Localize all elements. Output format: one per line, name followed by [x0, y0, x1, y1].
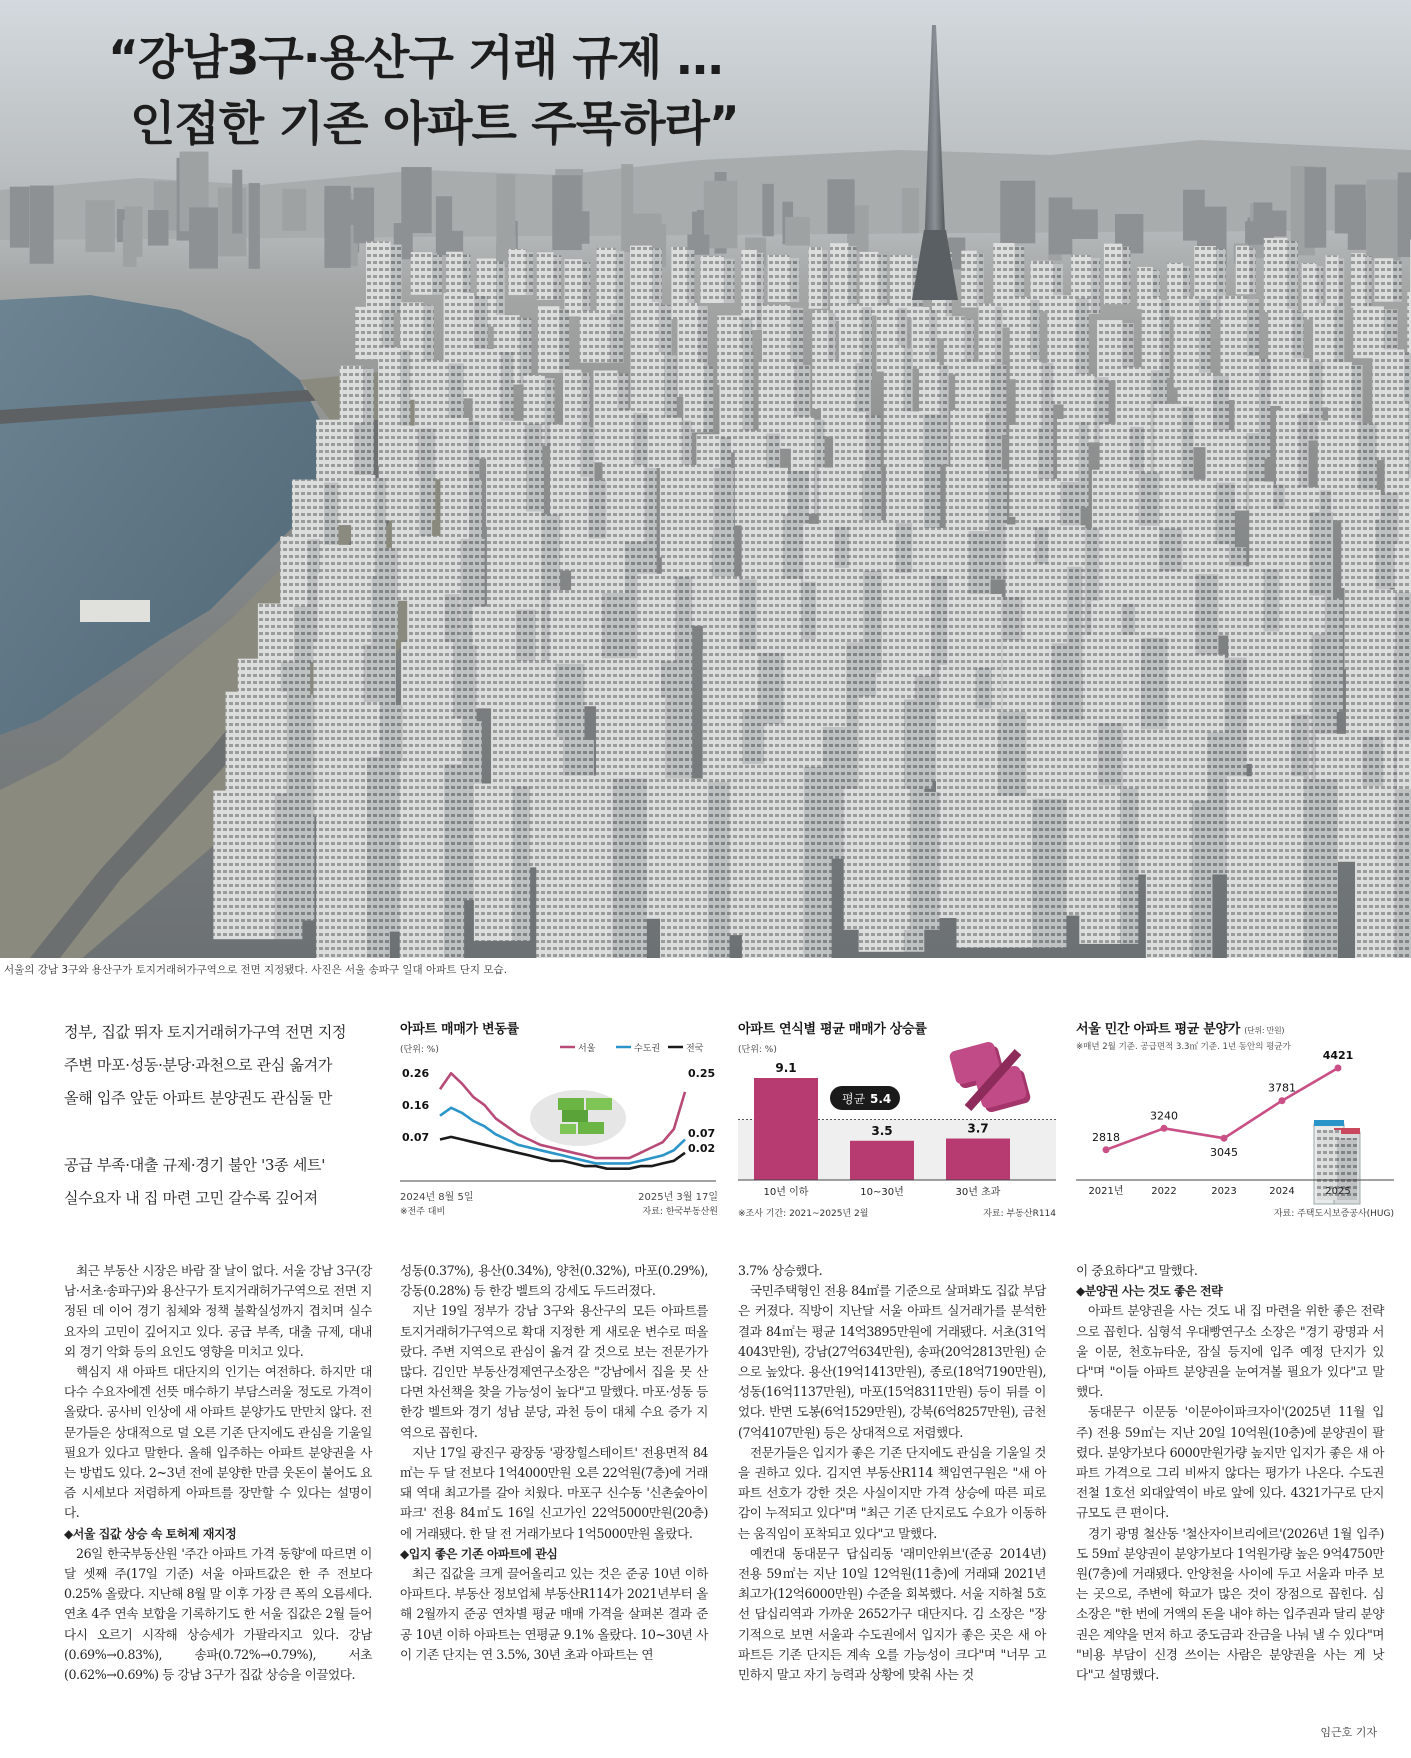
apartment-block — [400, 761, 444, 958]
apartment-block — [1355, 786, 1395, 958]
apartment-block-side — [988, 469, 1007, 579]
average-marker — [830, 1086, 900, 1110]
apartment-block — [411, 252, 433, 295]
apartment-block — [844, 789, 910, 930]
chart-note: ※조사 기간: 2021~2025년 2월 — [738, 1209, 869, 1219]
apartment-block — [809, 247, 822, 308]
apartment-block-side — [582, 262, 590, 316]
year-label: 2024 — [1269, 1186, 1295, 1197]
legend-label-nation: 전국 — [686, 1044, 704, 1054]
apartment-block — [564, 259, 582, 316]
apartment-block — [1264, 238, 1288, 312]
apartment-block-side — [910, 792, 940, 930]
bar-10~30년 — [850, 1141, 914, 1180]
apartment-block — [536, 776, 612, 958]
distant-building — [785, 217, 810, 246]
distant-building — [1305, 167, 1327, 247]
chart-source: 자료: 주택도시보증공사(HUG) — [1273, 1209, 1394, 1219]
article-column-3 — [738, 1261, 1046, 1685]
apartment-block-side — [463, 255, 471, 297]
legend-label-seoul: 서울 — [578, 1044, 596, 1054]
distant-building — [10, 187, 29, 248]
yearly-rise-plot — [738, 1016, 1056, 1232]
paragraph: 26일 한국부동산원 '주간 아파트 가격 동향'에 따르면 이달 셋째 주(17일 기준) 서울 아파트값은 한 주 전보다 0.25% 올랐다. 지난해 8월 말 이후 가장 큰 폭의 오름세다. 연초 4주 연속 보합을 기록하기도 한 서울 집값은 2월 들어 다시 오르기 시작해 상승세가 가팔라지고 있다. 강남(0.69%→0.83%), 송파(0.72%→0.79%), 서초(0.62%→0.69%) 등 강남 3구가 집값 상승을 이끌었다. — [64, 1545, 372, 1683]
end-value-nation: 0.02 — [688, 1142, 716, 1155]
article-column-2 — [400, 1261, 708, 1665]
chart-source: 자료: 한국부동산원 — [642, 1207, 718, 1217]
headline-line-1: “강남3구·용산구 거래 규제 … — [108, 31, 723, 86]
apartment-block — [1351, 253, 1365, 307]
apartment-block-side — [432, 255, 442, 295]
apartment-block-side — [1395, 789, 1411, 958]
apartment-block — [1079, 785, 1120, 943]
apartment-block-side — [822, 250, 828, 308]
apartment-block-side — [724, 259, 735, 303]
apartment-block-side — [275, 794, 303, 940]
apartment-block-side — [995, 306, 1002, 364]
apartment-block — [537, 252, 554, 300]
start-value-seoul: 0.26 — [402, 1067, 430, 1080]
start-value-nation: 0.07 — [402, 1131, 430, 1144]
price-point — [1161, 1125, 1168, 1132]
apartment-block — [700, 256, 724, 303]
apartment-block — [1142, 297, 1161, 378]
bar-value-label: 3.5 — [871, 1123, 893, 1138]
bar-value-label: 3.7 — [967, 1121, 989, 1136]
paragraph: 성동(0.37%), 용산(0.34%), 양천(0.32%), 마포(0.29%), 강동(0.28%) 등 한강 벨트의 강세도 두드러졌다. — [400, 1263, 708, 1299]
distant-building — [621, 164, 633, 252]
category-label: 10년 이하 — [763, 1187, 809, 1198]
chart-note: ※전주 대비 — [400, 1207, 446, 1217]
price-value-label: 3240 — [1150, 1109, 1178, 1123]
paragraph: 최근 부동산 시장은 바람 잘 날이 없다. 서울 강남 3구(강남·서초·송파구)와 용산구가 토지거래허가구역으로 전면 지정된 데 이어 경기 침체와 정책 불확실성까지 겹치며 실수요자의 고민이 깊어지고 있다. 공급 부족, 대출 규제, 대내외 경기 악화 등의 요인도 영향을 미치고 있다. — [64, 1263, 372, 1359]
chart-unit: (단위: 만원) — [1244, 1026, 1285, 1035]
distant-building — [1335, 185, 1366, 234]
distant-building — [125, 207, 143, 257]
apartment-block-side — [652, 249, 662, 311]
paragraph: 이 중요하다"고 말했다. — [1076, 1263, 1198, 1278]
distant-building — [762, 184, 773, 236]
apartment-block — [508, 249, 525, 295]
article-column-4 — [1076, 1261, 1384, 1685]
chart-title: 아파트 매매가 변동률 — [400, 1022, 519, 1037]
chart-presale-price — [1076, 1016, 1394, 1232]
distant-building — [902, 188, 919, 233]
apartment-block-side — [1304, 779, 1338, 958]
apartment-block — [1326, 255, 1339, 308]
category-label: 10~30년 — [860, 1187, 904, 1198]
apartment-block-side — [1091, 258, 1100, 314]
apartment-block-side — [1032, 799, 1066, 948]
apartment-block-side — [1338, 258, 1344, 308]
apartment-block — [366, 242, 391, 313]
deck-line-5: 실수요자 내 집 마련 고민 갈수록 깊어져 — [64, 1189, 318, 1207]
byline: 임근호 기자 — [1320, 1726, 1377, 1739]
apartment-block-side — [1192, 801, 1213, 958]
chart-title-text: 서울 민간 아파트 평균 분양가 — [1076, 1022, 1240, 1037]
headline-line-2: 인접한 기존 아파트 주목하라” — [130, 97, 739, 152]
apartment-block-side — [1365, 256, 1371, 307]
apartment-block — [979, 303, 996, 364]
end-value-seoul: 0.25 — [688, 1067, 716, 1080]
paragraph: 최근 집값을 크게 끌어올리고 있는 것은 준공 10년 이하 아파트다. 부동산 정보업체 부동산R114가 2021년부터 올해 2월까지 준공 연차별 평균 매매 가격을 살펴본 결과 준공 10년 이하 아파트는 연평균 9.1% 올랐다. 10~30년 사이 기존 단지는 연 3.5%, 30년 초과 아파트는 연 — [400, 1566, 708, 1662]
apartment-block — [660, 779, 708, 958]
apartment-block-side — [559, 309, 569, 373]
distant-building — [1366, 180, 1400, 260]
bar-30년 초과 — [946, 1139, 1010, 1180]
apartment-block-side — [444, 764, 464, 958]
bar-value-label: 9.1 — [775, 1061, 797, 1075]
apartment-block-side — [613, 779, 647, 958]
chart-unit: (단위: %) — [400, 1045, 439, 1055]
distant-building — [354, 188, 374, 244]
deck-line-2: 주변 마포·성동·분당·과천으로 관심 옮겨가 — [64, 1056, 333, 1074]
apartment-block-side — [391, 245, 402, 313]
apartment-block-side — [513, 787, 530, 941]
apartment-block-side — [939, 365, 948, 465]
apartment-block — [630, 246, 652, 311]
deck-line-3: 올해 입주 앞둔 아파트 분양권도 관심둘 만 — [64, 1089, 333, 1107]
price-point — [1103, 1146, 1110, 1153]
distant-building — [249, 183, 260, 269]
apartment-block-side — [610, 314, 624, 363]
distant-building — [1000, 181, 1035, 244]
price-value-label: 4421 — [1322, 1049, 1354, 1062]
photo-caption: 서울의 강남 3구와 용산구가 토지거래허가구역으로 전면 지정됐다. 사진은 서울 송파구 일대 아파트 단지 모습. — [4, 964, 508, 976]
chart-note: ※매년 2월 기준. 공급면적 3.3㎡ 기준. 1년 동안의 평균가 — [1076, 1042, 1291, 1052]
chart-source: 자료: 부동산R114 — [983, 1209, 1056, 1219]
x-label-end: 2025년 3월 17일 — [638, 1192, 718, 1203]
apartment-block-side — [789, 258, 799, 302]
apartment-block — [961, 251, 976, 308]
price-value-label: 2818 — [1092, 1130, 1120, 1144]
section-subhead: ◆분양권 사는 것도 좋은 전략 — [1076, 1284, 1223, 1299]
bar-10년 이하 — [754, 1078, 818, 1180]
money-stack-icon — [530, 1090, 626, 1146]
distant-building — [324, 186, 350, 268]
distant-building — [232, 170, 242, 234]
chart-title: 아파트 연식별 평균 매매가 상승률 — [738, 1022, 927, 1037]
apartment-block — [741, 250, 756, 330]
distant-building — [30, 186, 54, 264]
apartment-block — [1374, 258, 1393, 301]
legend — [560, 1042, 704, 1054]
distant-building — [1049, 198, 1073, 255]
chart-unit: (단위: %) — [738, 1045, 777, 1055]
start-value-metro: 0.16 — [402, 1099, 430, 1112]
apartment-block — [538, 306, 559, 373]
price-point — [1221, 1135, 1228, 1142]
apartment-block — [355, 307, 381, 359]
apartment-block-side — [1161, 300, 1170, 378]
apartment-block-side — [525, 252, 533, 295]
average-value: 5.4 — [870, 1092, 892, 1106]
section-subhead: ◆서울 집값 상승 속 토허제 재지정 — [64, 1526, 237, 1541]
apartment-block-side — [708, 782, 730, 958]
paragraph: 핵심지 새 아파트 대단지의 인기는 여전하다. 하지만 대다수 수요자에겐 선뜻 매수하기 부담스러울 정도로 가격이 올랐다. 공사비 인상에 새 아파트 분양가도 만만치 않다. 전문가들은 상대적으로 덜 오른 기존 단지에도 관심을 기울일 필요가 있다고 말한다. 올해 입주하는 아파트 분양권을 사는 방법도 있다. 2~3년 전에 분양한 만큼 웃돈이 붙어도 요즘 시세보다 저렴하게 아파트를 장만할 수 있다는 설명이다. — [64, 1364, 372, 1521]
apartment-blocks — [213, 238, 1411, 958]
legend-label-metro: 수도권 — [634, 1044, 661, 1054]
apartment-block-side — [977, 254, 984, 308]
apartment-block — [474, 784, 513, 941]
section-subhead: ◆입지 좋은 기존 아파트에 관심 — [400, 1546, 558, 1561]
distant-building — [148, 210, 169, 246]
apartment-block — [768, 255, 790, 302]
distant-building — [1253, 202, 1272, 239]
average-label: 평균 — [842, 1092, 866, 1106]
year-label: 2021년 — [1088, 1186, 1124, 1197]
distant-building — [437, 231, 463, 255]
apartment-block-side — [520, 318, 532, 384]
apartment-block-side — [554, 255, 562, 300]
paragraph: 아파트 분양권을 사는 것도 내 집 마련을 위한 좋은 전략으로 꼽힌다. 심형석 우대빵연구소 소장은 "경기 광명과 서울 이문, 천호뉴타운, 잠실 등지에 입주 예정 단지가 있다"며 "이들 아파트 분양권을 눈여겨볼 필요가 있다"고 말했다. — [1076, 1303, 1384, 1400]
apartment-block-side — [704, 366, 713, 433]
category-label: 30년 초과 — [955, 1187, 1001, 1198]
x-label-start: 2024년 8월 5일 — [400, 1192, 474, 1203]
apartment-block-side — [1393, 261, 1401, 301]
year-label: 2022 — [1151, 1186, 1177, 1197]
distant-building — [726, 190, 737, 237]
distant-building — [1071, 209, 1098, 239]
price-point — [1279, 1097, 1286, 1104]
apartment-block — [956, 796, 1032, 948]
apartment-block-side — [804, 767, 832, 958]
paragraph: 동대문구 이문동 '이문아이파크자이'(2025년 11월 입주) 전용 59㎡는 지난 20일 10억원(10층)에 분양권이 팔렸다. 분양가보다 6000만원가량 높지만 입지가 좋은 새 아파트 가격으로 그리 비싸지 않다는 평가가 나온다. 수도권 전철 1호선 외대앞역이 바로 앞에 있다. 4321가구로 단지 규모도 큰 편이다. — [1076, 1404, 1384, 1521]
percent-sign-icon — [948, 1041, 1031, 1114]
sub-headline-deck — [64, 1016, 364, 1241]
apartment-block-side — [367, 757, 390, 958]
year-label: 2023 — [1211, 1186, 1237, 1197]
apartment-block — [316, 754, 367, 958]
apartment-block — [1236, 246, 1250, 295]
apartment-block-side — [1250, 249, 1256, 295]
apartment-block — [580, 311, 610, 363]
apartment-block — [446, 252, 463, 297]
distant-building — [85, 200, 114, 252]
distant-building — [827, 179, 854, 233]
chart-yearly-rise — [738, 1016, 1056, 1232]
apartment-block-side — [929, 310, 937, 369]
paragraph: 예컨대 동대문구 답십리동 '래미안위브'(준공 2014년) 전용 59㎡는 지난 10일 12억원(11층)에 거래돼 2021년 최고가(12억6000만원) 수준을 회복했다. 서울 지하철 5호선 답십리역과 가까운 2652가구 대단지다. 김 소장은 "장기적으로 보면 서울과 수도권에서 입지가 좋은 곳은 새 아파트든 기존 단지든 계속 오를 가능성이 크다"며 "너무 고민하지 말고 자기 능력과 상황에 맞춰 사는 것 — [738, 1545, 1046, 1683]
paragraph: 지난 17일 광진구 광장동 '광장힐스테이트' 전용면적 84㎡는 두 달 전보다 1억4000만원 오른 22억원(7층)에 거래돼 역대 최고가를 갈아 치웠다. 마포구 신수동 '신촌숲아이파크' 전용 84㎡도 16일 신고가인 22억5000만원(20층)에 거래됐다. 한 달 전 거래가보다 1억5000만원 올랐다. — [400, 1444, 708, 1541]
apartment-block — [742, 764, 804, 958]
apartment-block — [912, 307, 930, 369]
paragraph: 지난 19일 정부가 강남 3구와 용산구의 모든 아파트를 토지거래허가구역으로 확대 지정한 게 새로운 변수로 떠올랐다. 주변 지역으로 관심이 옮겨 갈 것으로 보는 전문가가 많다. 김인만 부동산경제연구소장은 "강남에서 집을 못 산다면 차선책을 찾을 가능성이 높다"고 말했다. 마포·성동 등 한강 벨트와 경기 성남 분당, 과천 등이 대체 수요 증가 지역으로 꼽힌다. — [400, 1303, 708, 1440]
end-value-metro: 0.07 — [688, 1127, 716, 1140]
apartment-block — [1227, 776, 1304, 958]
price-value-label: 3045 — [1210, 1146, 1238, 1160]
apartment-block-side — [1287, 241, 1298, 312]
deck-line-1: 정부, 집값 뛰자 토지거래허가구역 전면 지정 — [64, 1023, 347, 1041]
price-point — [1335, 1065, 1342, 1072]
apartment-block — [213, 791, 274, 940]
distant-building — [558, 211, 590, 243]
paragraph: 경기 광명 철산동 '철산자이브리에르'(2026년 1월 입주)도 59㎡ 분양권이 분양가보다 1억원가량 높은 9억4750만원(7층)에 거래됐다. 안양천을 사이에 두고 서울과 마주 보는 곳으로, 주변에 학교가 많은 것이 장점으로 꼽힌다. 심 소장은 "한 번에 거액의 돈을 내야 하는 입주권과 달리 분양권은 계약을 먼저 하고 중도금과 잔금을 나눠 낼 수 있다"며 "비용 부담이 신경 쓰이는 사람은 분양권을 사는 게 낫다"고 설명했다. — [1076, 1525, 1384, 1683]
apartment-block — [1146, 798, 1192, 958]
apartment-block — [860, 252, 879, 316]
distant-building — [189, 207, 218, 268]
article-column-1 — [64, 1261, 372, 1685]
year-label: 2025 — [1325, 1186, 1351, 1197]
chart-price-change — [400, 1016, 718, 1232]
apartment-block — [1104, 244, 1122, 305]
apartment-block-side — [1120, 788, 1138, 943]
paragraph: 3.7% 상승했다. — [738, 1263, 823, 1278]
apartment-block-side — [1122, 247, 1130, 305]
presale-price-plot — [1076, 1016, 1394, 1232]
paragraph: 국민주택형인 전용 84㎡를 기준으로 살펴봐도 집값 부담은 커졌다. 직방이 지난달 서울 아파트 실거래가를 분석한 결과 84㎡는 평균 14억3895만원에 거래됐다. 서초(31억4043만원), 강남(27억634만원), 송파(20억2813만원) 순으로 높았다. 용산(19억1413만원), 종로(18억7190만원), 성동(16억1137만원), 마포(15억8311만원) 등이 뒤를 이었다. 반면 도봉(6억1529만원), 강북(6억8257만원), 금천(7억4107만원) 등은 상대적으로 저렴했다. — [738, 1283, 1046, 1440]
paragraph: 전문가들은 입지가 좋은 기존 단지에도 관심을 기울일 것을 권하고 있다. 김지연 부동산R114 책임연구원은 "새 아파트 선호가 강한 것은 사실이지만 가격 상승에 따른 피로감이 누적되고 있다"며 "최근 기존 단지로도 수요가 이동하는 움직임이 포착되고 있다"고 말했다. — [738, 1444, 1046, 1541]
headline — [108, 26, 739, 158]
distant-building — [1398, 226, 1411, 257]
distant-building — [282, 189, 306, 231]
price-value-label: 3781 — [1268, 1081, 1296, 1095]
deck-line-4: 공급 부족·대출 규제·경기 불안 '3종 세트' — [64, 1156, 326, 1174]
